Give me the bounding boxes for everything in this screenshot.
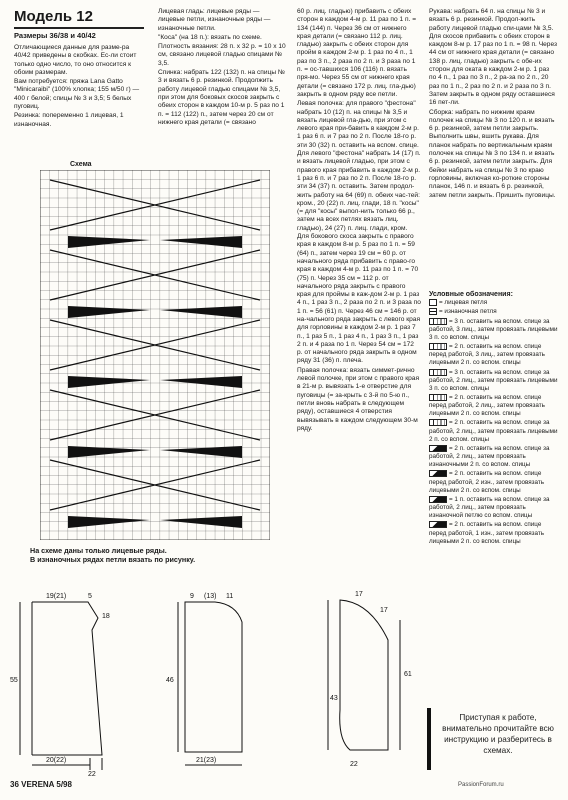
dim-label: 22 bbox=[88, 771, 96, 778]
paragraph: Левая полочка: для правого "фестона" набрать 10 (12) п. на спицы № 3,5 и вязать лицевой гла-дью, при этом с левого края при-бавить в каждом 2-м р. 1 раз 6 п. и 7 раз по 2 п. После 18-го р. эти 30 (32) п. оставить на вспом. спице. Для левого "фестона" набрать 14 (17) п. и вязать лицевой гладью, при этом с правого края прибавить в каждом 2-м р. 1 раз 6 п. и 7 раз по 2 п. После 18-го р. эти 34 (37) п. оставить. Затем продол-жить работу на 64 (69) п. обеих час-тей: кром., 20 (22) п. лиц. глади, 18 п. "косы" (= для "косы" выпол-нить только 66 р., затем на всех петлях вязать лиц. гладью), 24 (27) п. лиц. глади, кром. Для бокового скоса закрыть с правого края в каждом 8-м р. 5 раз по 1 п. = 59 (64) п., затем через 19 см = 60 р. от начального ряда прибавить с право-го края в каждом 4-м р. 11 раз по 1 п. = 70 (75) п. Через 35 см = 112 р. от начального ряда закрыть с правого края для проймы в каж-дом 2-м р. 1 раз 4 п., 1 раз 3 п., 2 раза по 2 п. и 3 раза по 1 п. = 56 (61) п. Через 46 см = 146 р. от на-чального ряда закрыть с левого края для горловины в каждом 2-м р. 1 раз 7 п., 1 раз 5 п., 1 раз 4 п., 1 раз 3 п., 1 раз 2 п. и 4 раза по 1 п. Через 54 см = 172 р. от начального ряда закрыть в одном ряду 31 (36) п. плеча. bbox=[297, 100, 421, 365]
front-outline bbox=[340, 600, 388, 750]
legend-item: = 1 п. оставить на вспом. спице за работой, 2 лиц., затем провязать изнаночной петлю со вспом. спицы bbox=[429, 495, 550, 520]
cable-symbol-icon bbox=[429, 394, 447, 401]
legend-item: = 2 п. оставить на вспом. спице перед работой, 3 лиц., затем провязать лицевыми 2 п. со вспом. спицы bbox=[429, 343, 545, 367]
intro-text bbox=[14, 44, 142, 130]
back-outline bbox=[32, 602, 102, 755]
tip-bar bbox=[427, 708, 431, 770]
legend-item: = 2 п. оставить на вспом. спице перед работой, 1 изн., затем провязать лицевыми 2 п. со вспом. спицы bbox=[429, 521, 545, 545]
legend-item: = изнаночная петля bbox=[429, 308, 559, 316]
dim-label: 18 bbox=[102, 613, 110, 620]
dim-label: 21(23) bbox=[196, 757, 217, 764]
sizes: Размеры 36/38 и 40/42 bbox=[14, 31, 96, 40]
cable-symbol-icon bbox=[429, 318, 447, 325]
legend-item: = лицевая петля bbox=[429, 299, 559, 307]
sleeve-outline bbox=[185, 602, 242, 752]
dim-label: 5 bbox=[88, 593, 92, 600]
scheme-note bbox=[30, 546, 290, 564]
legend-item: = 2 п. оставить на вспом. спице перед работой, 2 лиц., затем провязать лицевыми 2 п. со вспом. спицы bbox=[429, 394, 545, 418]
dim-label: 20(22) bbox=[46, 757, 67, 764]
column-4 bbox=[429, 8, 557, 201]
dim-label: (13) bbox=[204, 593, 217, 600]
cable-symbol-icon bbox=[429, 445, 447, 452]
legend-title: Условные обозначения: bbox=[429, 291, 513, 298]
paragraph: Правая полочка: вязать симмет-рично левой полочке, при этом с правого края в 21-м р. вывязать 1-е отверстие для пуговицы (= за-крыть с 3-й по 5-ю п., петли вновь набрать в следующем ряду), оставшиеся 4 отверстия вывязывать в каждом следующем 30-м ряду. bbox=[297, 366, 420, 432]
cable-symbol-icon bbox=[429, 496, 447, 503]
page-footer: 36 VERENA 5/98 bbox=[10, 780, 72, 789]
cable-symbol-icon bbox=[429, 470, 447, 477]
note-line: В изнаночных рядах петли вязать по рисунку. bbox=[30, 555, 196, 564]
dim-label: 46 bbox=[166, 677, 174, 684]
rib-paragraph: Резинка: попеременно 1 лицевая, 1 изнаночная. bbox=[14, 112, 124, 128]
dim-label: 11 bbox=[226, 593, 234, 600]
dim-label: 43 bbox=[330, 695, 338, 702]
dim-label: 19(21) bbox=[46, 593, 67, 600]
dim-label: 17 bbox=[355, 591, 363, 598]
paragraph: Плотность вязания: 28 п. х 32 р. = 10 х 10 см, связано лицевой гладью спицами № 3,5. bbox=[158, 43, 286, 67]
cable-chart bbox=[40, 170, 270, 540]
model-title: Модель 12 bbox=[14, 8, 144, 29]
column-2 bbox=[158, 8, 286, 128]
intro-paragraph: Отличающиеся данные для разме-ра 40/42 приведены в скобках. Ес-ли стоит только одно число, то оно относится к обоим размерам. bbox=[14, 44, 137, 76]
dim-label: 17 bbox=[380, 607, 388, 614]
watermark: PassionForum.ru bbox=[458, 782, 504, 788]
cable-symbol-icon bbox=[429, 369, 447, 376]
scheme-label: Схема bbox=[70, 161, 92, 168]
purl-symbol-icon bbox=[429, 308, 437, 315]
dim-label: 55 bbox=[10, 677, 18, 684]
paragraph: 60 р. лиц. гладью) прибавить с обеих сторон в каждом 4-м р. 11 раз по 1 п. = 134 (144) п. Через 36 см от нижнего края детали (= связано 112 р. лиц. гладью) закрыть с обеих сторон для пройм в каждом 2-м р. 1 раз по 4 п., 1 раз по 3 п., 2 раза по 2 п. и 3 раза по 1 п. = ос-тавшихся 106 (116) п. вязать пря-мо. Через 55 см от нижнего края детали (= связано 172 р. лиц. гла-дью) закрыть в одном ряду все петли. bbox=[297, 8, 417, 98]
legend-item: = 2 п. оставить на вспом. спице за работой, 2 лиц., затем провязать лицевыми 2 п. со вспом. спицы bbox=[429, 419, 558, 443]
legend-item: = 3 п. оставить на вспом. спице за работой, 2 лиц., затем провязать лицевыми 3 п. со вспом. спицы bbox=[429, 368, 558, 392]
paragraph: "Коса" (на 18 п.): вязать по схеме. bbox=[158, 33, 262, 41]
legend-item: = 2 п. оставить на вспом. спице перед работой, 2 изн., затем провязать лицевыми 2 п. со вспом. спицы bbox=[429, 470, 545, 494]
dim-label: 9 bbox=[190, 593, 194, 600]
cable-symbol-icon bbox=[429, 343, 447, 350]
column-3 bbox=[297, 8, 421, 434]
legend bbox=[429, 291, 559, 547]
cable-symbol-icon bbox=[429, 419, 447, 426]
cable-symbol-icon bbox=[429, 521, 447, 528]
paragraph: Рукава: набрать 64 п. на спицы № 3 и вязать 6 р. резинкой. Продол-жить работу лицевой гладью спи-цами № 3,5. Для скосов прибавить с обеих сторон в каждом 8-м р. 17 раз по 1 п. = 98 п. Через 44 см от нижнего края детали (= связано 138 р. лиц. гладью) закрыть с обе-их сторон для оката в каждом 2-м р. 1 раз по 4 п., 1 раз по 3 п., 2 ра-за по 2 п., 20 раз по 1 п., 2 раз по 2 п. и 2 раза по 3 п. Затем закрыть в одном ряду оставшиеся 16 пет-ли. bbox=[429, 8, 557, 107]
materials-paragraph: Вам потребуется: пряжа Lana Gatto "Minicaraibi" (100% хлопка; 155 м/50 г) — 400 г белой; спицы № 3 и 3,5; 5 белых пуговиц. bbox=[14, 78, 140, 111]
legend-item: = 2 п. оставить на вспом. спице за работой, 2 лиц., затем провязать изнаночными 2 п. со вспом. спицы bbox=[429, 445, 550, 469]
knit-symbol-icon bbox=[429, 299, 437, 306]
legend-item: = 3 п. оставить на вспом. спице за работой, 3 лиц., затем провязать лицевыми 3 п. со вспом. спицы bbox=[429, 317, 558, 341]
paragraph: Спинка: набрать 122 (132) п. на спицы № 3 и вязать 6 р. резинкой. Продолжить работу лицевой гладью спицами № 3,5, при этом для боковых скосов закрыть с обеих сторон в каждом 10-м р. 5 раз по 1 п. = 112 (122) п., затем через 20 см от нижнего края детали (= связано bbox=[158, 69, 285, 126]
dim-label: 61 bbox=[404, 671, 412, 678]
paragraph: Лицевая гладь: лицевые ряды — лицевые петли, изнаночные ряды — изнаночные петли. bbox=[158, 8, 271, 32]
dim-label: 22 bbox=[350, 761, 358, 768]
pattern-diagrams bbox=[10, 590, 430, 780]
tip-box: Приступая к работе, внимательно прочитайте всю инструкцию и разберитесь в схемах. bbox=[442, 713, 554, 755]
note-line: На схеме даны только лицевые ряды. bbox=[30, 546, 167, 555]
paragraph: Сборка: набрать по нижним краям полочек на спицы № 3 по 120 п. и вязать 6 р. резинкой, затем петли закрыть. Выполнить швы, вшить рукава. Для планок набрать по вертикальным краям полочек на спицы № 3 по 134 п. и вязать 6 р. резинкой, затем петли закрыть. Для бейки набрать на спицы № 3 по краю горловины, включая ко-роткие стороны планок, 146 п. и вязать 6 р. резинкой, затем петли закрыть. Пришить пуговицы. bbox=[429, 108, 556, 199]
